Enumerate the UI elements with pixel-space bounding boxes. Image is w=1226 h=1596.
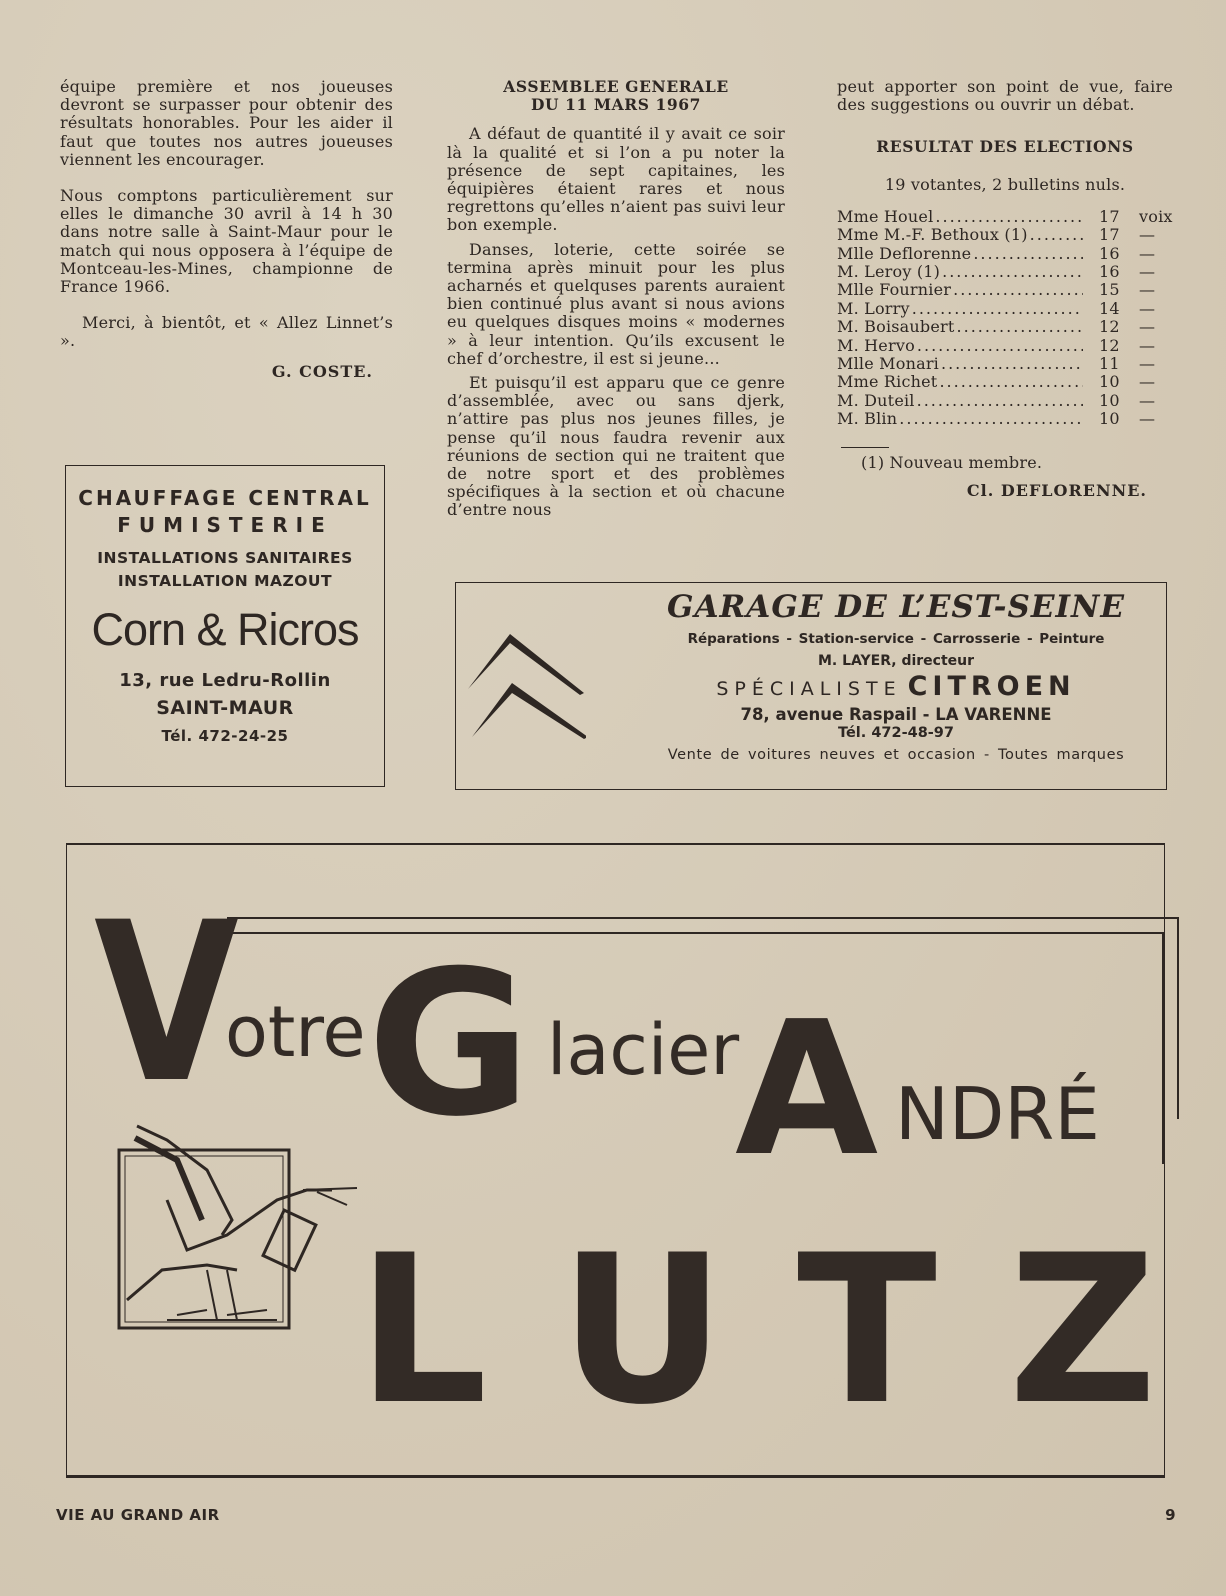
election-result-row — [837, 263, 1173, 281]
paragraph: Nous comptons particulièrement sur elles le dimanche 30 avril à 14 h 30 dans notre salle à Saint-Maur pour le match qui nous opposera à l’équipe de Montceau-les-Mines, championne de France 1966. — [60, 186, 393, 297]
ad-address: 78, avenue Raspail - LA VARENNE — [740, 705, 1052, 724]
ad-specialist-brand: CITROEN — [907, 671, 1076, 702]
ad-specialist-label: SPÉCIALISTE — [716, 678, 902, 700]
candidate-name: Mlle Fournier — [837, 280, 952, 300]
vote-count: 11 — [1099, 353, 1120, 373]
publication-title: VIE AU GRAND AIR — [56, 1506, 220, 1524]
candidate-name: Mlle Monari — [837, 353, 939, 373]
election-result-row — [837, 392, 1173, 410]
footnote: (1) Nouveau membre. — [861, 452, 1043, 472]
word-ndre: NDRÉ — [895, 1072, 1100, 1156]
leader-dots — [973, 245, 1083, 263]
leader-dots — [917, 337, 1083, 355]
candidate-name: Mme M.-F. Bethoux (1) — [837, 225, 1028, 245]
leader-dots — [1030, 226, 1083, 244]
paragraph: Merci, à bientôt, et « Allez Linnet’s ». — [60, 313, 393, 351]
paragraph: peut apporter son point de vue, faire des suggestions ou ouvrir un débat. — [837, 77, 1173, 115]
vote-unit: — — [1139, 298, 1156, 318]
candidate-name: M. Duteil — [837, 390, 915, 410]
letter-a: A — [735, 981, 879, 1197]
vote-unit: — — [1139, 372, 1156, 392]
section-heading-date: DU 11 MARS 1967 — [530, 95, 702, 115]
column-3 — [837, 78, 1173, 500]
election-summary: 19 votantes, 2 bulletins nuls. — [884, 174, 1126, 194]
ad-line: CHAUFFAGE CENTRAL — [78, 486, 372, 510]
vote-count: 16 — [1099, 261, 1120, 281]
column-2 — [447, 78, 785, 520]
word-otre: otre — [225, 991, 366, 1073]
ad-address: 13, rue Ledru-Rollin — [119, 670, 331, 691]
election-result-row — [837, 410, 1173, 428]
candidate-name: M. Lorry — [837, 298, 910, 318]
vote-unit: — — [1139, 353, 1156, 373]
election-result-row — [837, 318, 1173, 336]
ad-phone: Tél. 472-24-25 — [161, 727, 289, 745]
page-footer — [56, 1506, 1176, 1524]
vote-count: 15 — [1099, 280, 1120, 300]
ad-specialist — [636, 671, 1156, 702]
word-lacier: lacier — [547, 1009, 740, 1091]
candidate-name: M. Hervo — [837, 335, 915, 355]
election-result-row — [837, 281, 1173, 299]
footnote-rule — [841, 447, 889, 448]
column-1 — [60, 78, 393, 381]
vote-unit: — — [1139, 335, 1156, 355]
candidate-name: M. Blin — [837, 409, 898, 429]
signature: Cl. DEFLORENNE. — [966, 480, 1147, 500]
vote-unit: — — [1139, 261, 1156, 281]
paragraph: A défaut de quantité il y avait ce soir là la qualité et si l’on a pu noter la présence de sept capitaines, les équipières étaient rares et nous regrettons qu’elles n’aient pas suivi leur bon exemple. — [447, 124, 785, 235]
election-result-row — [837, 245, 1173, 263]
ad-director: M. LAYER, directeur — [817, 653, 975, 669]
election-result-row — [837, 337, 1173, 355]
paragraph: Danses, loterie, cette soirée se termina après minuit pour les plus acharnés et quelquses parents auraient bien continué plus avant si nous avions eu quelques disques moins « modernes » à leur intention. Qu’ils excusent le chef d’orchestre, il est si jeune... — [447, 239, 785, 368]
candidate-name: M. Leroy (1) — [837, 261, 941, 281]
letter-t: T — [797, 1212, 937, 1450]
leader-dots — [957, 318, 1083, 336]
letter-z: Z — [1008, 1212, 1157, 1450]
candidate-name: Mme Houel — [837, 206, 934, 226]
vote-count: 10 — [1099, 390, 1120, 410]
ad-line: INSTALLATIONS SANITAIRES — [97, 549, 353, 567]
ad-glacier-andre-lutz — [66, 843, 1165, 1478]
letter-u: U — [559, 1212, 726, 1450]
vote-unit: voix — [1139, 206, 1173, 226]
leader-dots — [953, 281, 1083, 299]
letter-v: V — [94, 875, 239, 1131]
leader-dots — [935, 208, 1083, 226]
vote-unit: — — [1139, 409, 1156, 429]
ad-line: INSTALLATION MAZOUT — [117, 572, 333, 590]
leader-dots — [912, 300, 1083, 318]
election-result-row — [837, 300, 1173, 318]
election-heading: RESULTAT DES ELECTIONS — [876, 137, 1134, 157]
vote-unit: — — [1139, 390, 1156, 410]
leader-dots — [899, 410, 1083, 428]
vote-count: 10 — [1099, 372, 1120, 392]
vote-count: 10 — [1099, 409, 1120, 429]
citroen-chevrons-icon — [466, 609, 586, 739]
ad-brand: Corn & Ricros — [91, 604, 359, 655]
vote-count: 12 — [1099, 335, 1120, 355]
letter-g: G — [367, 928, 532, 1161]
vote-count: 14 — [1099, 298, 1120, 318]
vote-unit: — — [1139, 225, 1156, 245]
ad-title: GARAGE DE L’EST-SEINE — [667, 589, 1125, 625]
ad-services: Réparations - Station-service - Carrosserie - Peinture — [687, 631, 1105, 647]
election-result-row — [837, 373, 1173, 391]
ad-garage-est-seine — [455, 582, 1167, 790]
vote-unit: — — [1139, 317, 1156, 337]
vote-count: 16 — [1099, 243, 1120, 263]
ad-line: FUMISTERIE — [117, 513, 333, 537]
ad-city: SAINT-MAUR — [156, 697, 294, 719]
election-result-row — [837, 208, 1173, 226]
election-result-row — [837, 226, 1173, 244]
vote-unit: — — [1139, 243, 1156, 263]
leader-dots — [939, 373, 1083, 391]
candidate-name: Mlle Deflorenne — [837, 243, 972, 263]
vote-count: 17 — [1099, 206, 1120, 226]
vote-count: 17 — [1099, 225, 1120, 245]
section-heading: ASSEMBLEE GENERALE — [503, 77, 729, 96]
stork-icon — [107, 1120, 357, 1335]
candidate-name: M. Boisaubert — [837, 317, 955, 337]
election-result-row — [837, 355, 1173, 373]
paragraph: équipe première et nos joueuses devront se surpasser pour obtenir des résultats honorables. Pour les aider il faut que toutes nos autres joueuses viennent les encourager. — [60, 77, 393, 169]
candidate-name: Mme Richet — [837, 372, 938, 392]
page-number: 9 — [1165, 1506, 1176, 1524]
leader-dots — [941, 355, 1083, 373]
signature: G. COSTE. — [271, 361, 373, 381]
ad-phone: Tél. 472-48-97 — [838, 725, 954, 741]
lutz-wordmark — [357, 1212, 1157, 1450]
leader-dots — [942, 263, 1083, 281]
ad-chauffage-corn-ricros — [65, 465, 385, 787]
letter-l: L — [357, 1212, 488, 1450]
paragraph: Et puisqu’il est apparu que ce genre d’assemblée, avec ou sans djerk, n’attire pas plus nos jeunes filles, je pense qu’il nous faudra revenir aux réunions de section qui ne traitent que de notre sport et des problèmes spécifiques à la section et où chacune d’entre nous — [447, 373, 785, 520]
election-results — [837, 208, 1173, 429]
leader-dots — [917, 392, 1083, 410]
ad-sales: Vente de voitures neuves et occasion - Toutes marques — [667, 747, 1125, 763]
vote-unit: — — [1139, 280, 1156, 300]
vote-count: 12 — [1099, 317, 1120, 337]
